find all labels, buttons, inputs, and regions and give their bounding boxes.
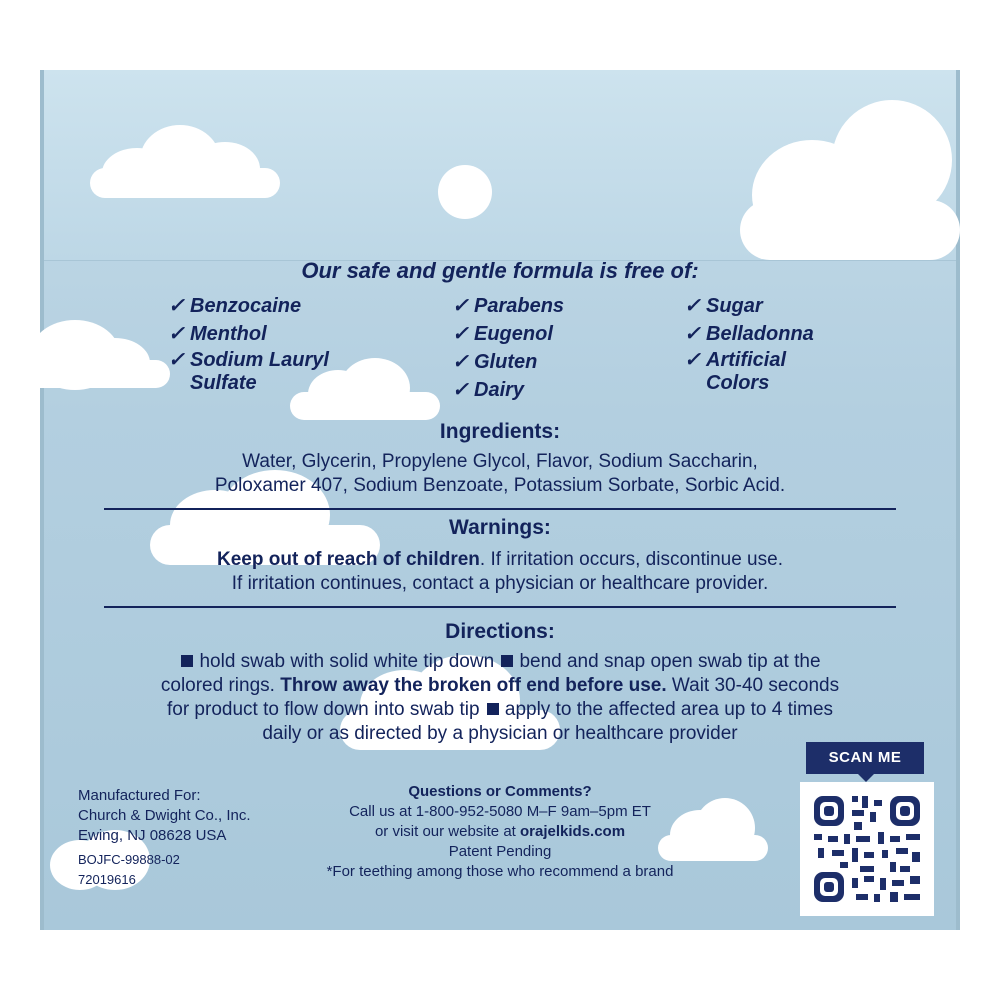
- directions-text: hold swab with solid white tip down bend and snap open swab tip at the colored rings. Throw away the broken off end before use. Wait 30-40 seconds for product to flow down into swab tip apply to the affected area up to 4 times daily or as directed by a physician or healthcare provider: [160, 651, 840, 744]
- scan-me-badge: SCAN ME: [806, 742, 924, 774]
- left-edge: [40, 70, 44, 930]
- free-of-column-1: [168, 292, 329, 394]
- divider: [104, 508, 896, 510]
- bullet-square-icon: [181, 655, 193, 667]
- directions-title: Directions:: [445, 620, 555, 643]
- free-of-item: ✓ Parabens: [452, 295, 565, 317]
- free-of-item: ✓ Eugenol: [452, 323, 553, 345]
- free-of-column-2: [452, 292, 564, 404]
- free-of-item: ✓ Benzocaine: [168, 295, 302, 317]
- formula-heading: Our safe and gentle formula is free of:: [301, 258, 699, 283]
- ingredients-text: Water, Glycerin, Propylene Glycol, Flavor, Sodium Saccharin, Poloxamer 407, Sodium Benzoate, Potassium Sorbate, Sorbic Acid.: [214, 451, 786, 496]
- bullet-square-icon: [501, 655, 513, 667]
- free-of-item: ✓ Artificial: [684, 349, 787, 371]
- free-of-item: Sulfate: [190, 372, 257, 394]
- website-link: orajelkids.com: [520, 823, 626, 840]
- warnings-text: Keep out of reach of children. If irritation occurs, discontinue use. If irritation continues, contact a physician or healthcare provider.: [217, 549, 783, 594]
- warnings-title: Warnings:: [449, 516, 551, 539]
- free-of-item: ✓ Gluten: [452, 351, 538, 373]
- free-of-item: ✓ Menthol: [168, 323, 267, 345]
- free-of-item: ✓ Sodium Lauryl: [168, 349, 329, 371]
- free-of-column-3: [684, 292, 814, 394]
- free-of-item: ✓ Sugar: [684, 295, 763, 317]
- package-panel: [40, 70, 960, 930]
- manufacturer-block: Manufactured For: Church & Dwight Co., Inc. Ewing, NJ 08628 USA BOJFC-99888-02 72019616: [78, 787, 251, 887]
- right-edge: [956, 70, 960, 930]
- qr-code-icon: [800, 782, 934, 916]
- bullet-square-icon: [487, 703, 499, 715]
- contact-block: Questions or Comments? Call us at 1-800-952-5080 M–F 9am–5pm ET or visit our website at orajelkids.com Patent Pending *For teething among those who recommend a brand: [326, 783, 674, 880]
- free-of-item: ✓ Belladonna: [684, 323, 814, 345]
- free-of-item: ✓ Dairy: [452, 379, 525, 401]
- divider: [104, 606, 896, 608]
- free-of-item: Colors: [706, 372, 770, 394]
- round-window: [438, 165, 492, 219]
- ingredients-title: Ingredients:: [439, 420, 561, 443]
